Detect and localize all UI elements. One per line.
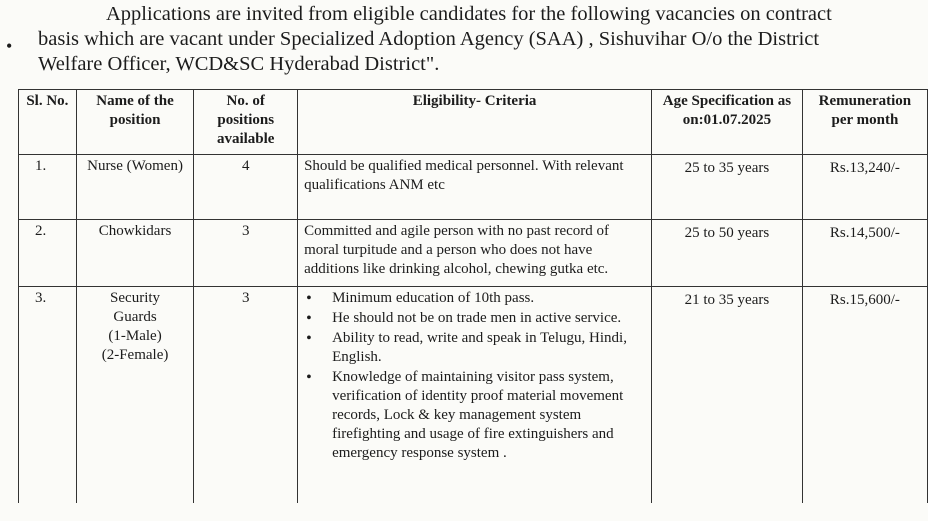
position-name-line: (1-Male) bbox=[108, 328, 162, 344]
table-row bbox=[19, 155, 928, 220]
cell-sl-no: 1. bbox=[19, 155, 77, 220]
cell-position-name: Chowkidars bbox=[76, 220, 194, 287]
cell-remuneration: Rs.13,240/- bbox=[802, 155, 927, 220]
cell-age: 25 to 50 years bbox=[652, 220, 803, 287]
list-item: • He should not be on trade men in active service. bbox=[332, 309, 645, 328]
position-name-line: Guards bbox=[113, 309, 157, 325]
cell-sl-no: 2. bbox=[19, 220, 77, 287]
list-item: • Minimum education of 10th pass. bbox=[332, 289, 645, 308]
header-positions-available: No. of positions available bbox=[194, 90, 298, 155]
stray-mark: • bbox=[6, 36, 13, 56]
header-remuneration: Remuneration per month bbox=[802, 90, 927, 155]
cell-remuneration: Rs.14,500/- bbox=[802, 220, 927, 287]
header-age-specification: Age Specification as on:01.07.2025 bbox=[652, 90, 803, 155]
intro-line-1: Applications are invited from eligible candidates for the following vacancies on contract bbox=[106, 3, 832, 25]
table-row bbox=[19, 287, 928, 504]
header-position-name: Name of the position bbox=[76, 90, 194, 155]
position-name-line: Security bbox=[110, 290, 161, 306]
intro-line-3: Welfare Officer, WCD&SC Hyderabad District". bbox=[38, 53, 440, 75]
cell-age: 25 to 35 years bbox=[652, 155, 803, 220]
cell-eligibility bbox=[298, 287, 652, 504]
header-eligibility-criteria: Eligibility- Criteria bbox=[298, 90, 652, 155]
list-item: • Ability to read, write and speak in Telugu, Hindi, English. bbox=[332, 329, 645, 367]
table-header-row bbox=[19, 90, 928, 155]
cell-positions-count: 3 bbox=[194, 287, 298, 504]
cell-sl-no: 3. bbox=[19, 287, 77, 504]
list-item: • Knowledge of maintaining visitor pass system, verification of identity proof material movement records, Lock & key management system firefighting and usage of fire extinguishers and emergency response system . bbox=[332, 368, 645, 463]
eligibility-bullet-list bbox=[304, 289, 645, 463]
cell-positions-count: 4 bbox=[194, 155, 298, 220]
cell-age: 21 to 35 years bbox=[652, 287, 803, 504]
cell-positions-count: 3 bbox=[194, 220, 298, 287]
vacancies-table bbox=[18, 89, 928, 503]
cell-remuneration: Rs.15,600/- bbox=[802, 287, 927, 504]
cell-eligibility: Committed and agile person with no past record of moral turpitude and a person who does not have additions like drinking alcohol, chewing gutka etc. bbox=[298, 220, 652, 287]
position-name-line: (2-Female) bbox=[101, 347, 169, 363]
intro-line-2: basis which are vacant under Specialized Adoption Agency (SAA) , Sishuvihar O/o the District bbox=[38, 28, 820, 50]
cell-eligibility: Should be qualified medical personnel. With relevant qualifications ANM etc bbox=[298, 155, 652, 220]
table-row bbox=[19, 220, 928, 287]
cell-position-name: Nurse (Women) bbox=[76, 155, 194, 220]
intro-paragraph bbox=[38, 2, 918, 77]
cell-position-name bbox=[76, 287, 194, 504]
header-sl-no: Sl. No. bbox=[19, 90, 77, 155]
